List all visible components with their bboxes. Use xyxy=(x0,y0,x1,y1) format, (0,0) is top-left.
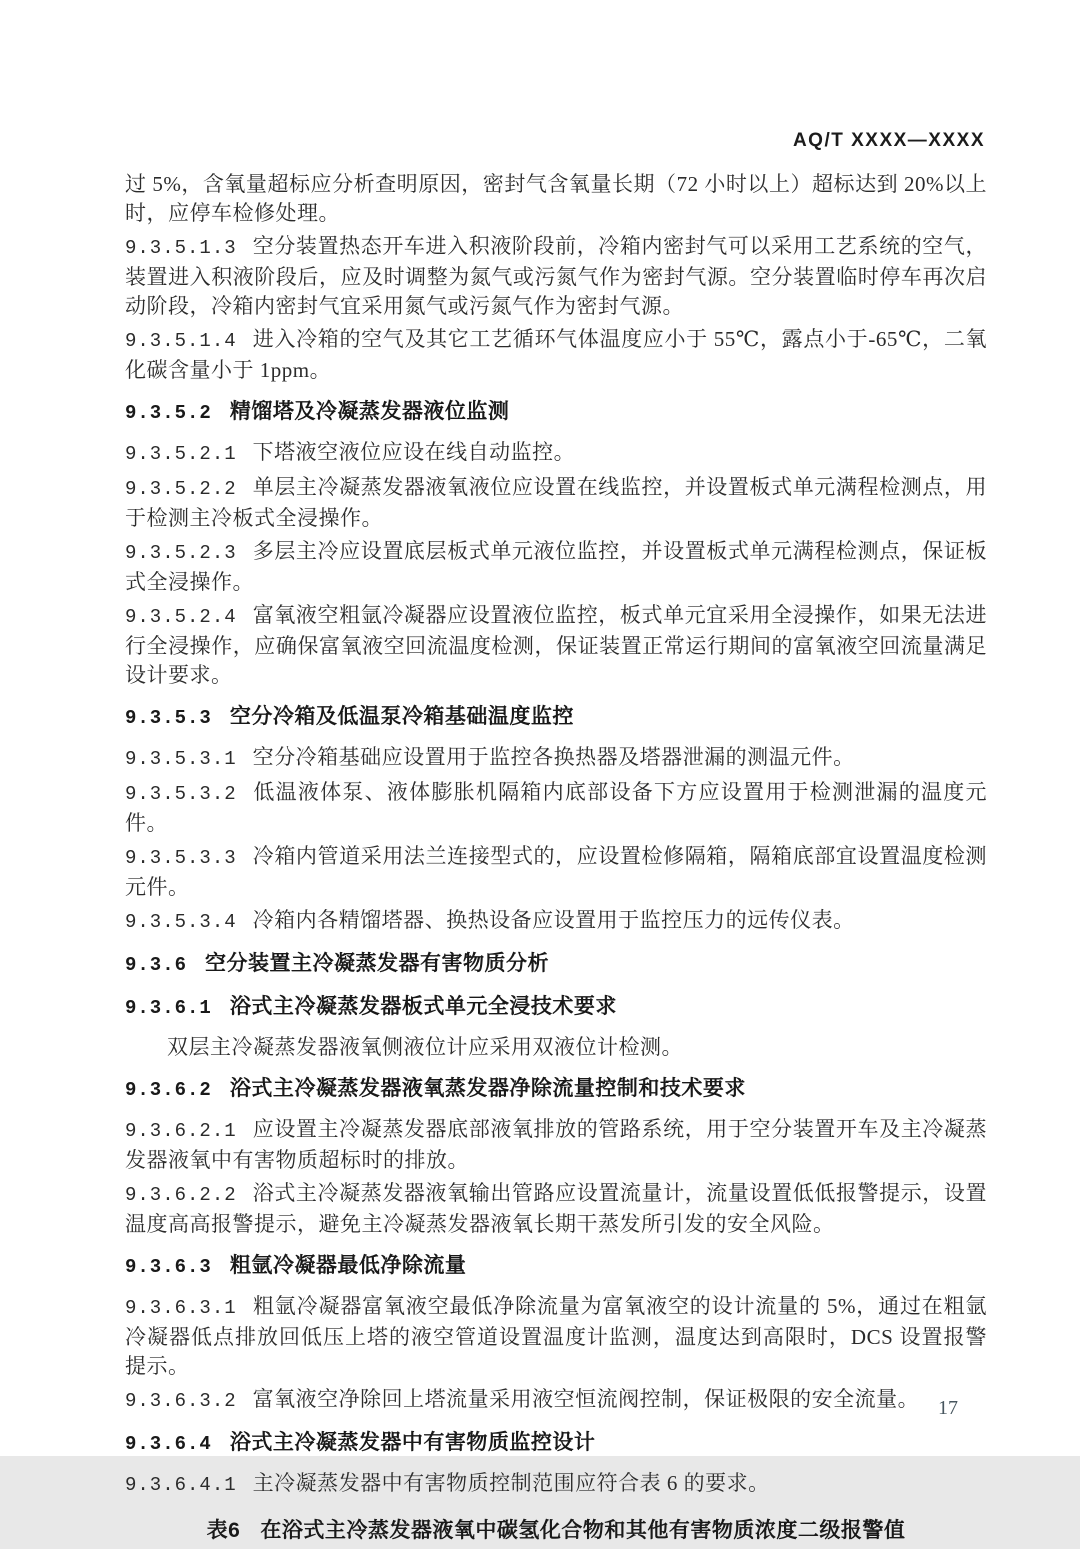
paragraph-text: 应设置主冷凝蒸发器底部液氧排放的管路系统，用于空分装置开车及主冷凝蒸发器液氧中有害物质超标时的排放。 xyxy=(125,1117,987,1172)
paragraph xyxy=(125,325,987,385)
paragraph xyxy=(125,1033,987,1062)
paragraph-text: 双层主冷凝蒸发器液氧侧液位计应采用双液位计检测。 xyxy=(167,1035,683,1059)
clause-number: 9.3.6.2 xyxy=(125,1079,212,1101)
paragraph-text: 低温液体泵、液体膨胀机隔箱内底部设备下方应设置用于检测泄漏的温度元件。 xyxy=(125,780,987,835)
paragraph-text: 冷箱内管道采用法兰连接型式的，应设置检修隔箱，隔箱底部宜设置温度检测元件。 xyxy=(125,844,987,899)
paragraph-text: 过 5%，含氧量超标应分析查明原因，密封气含氧量长期（72 小时以上）超标达到 20%以上时，应停车检修处理。 xyxy=(125,172,987,225)
section-title: 空分冷箱及低温泵冷箱基础温度监控 xyxy=(229,705,574,728)
paragraph xyxy=(125,537,987,597)
clause-number: 9.3.6.4 xyxy=(125,1433,212,1455)
clause-number: 9.3.5.2.4 xyxy=(125,606,237,628)
paragraph xyxy=(125,906,987,937)
paragraph xyxy=(125,743,987,774)
paragraph xyxy=(125,170,987,228)
paragraph xyxy=(125,1292,987,1381)
paragraph-text: 浴式主冷凝蒸发器液氧输出管路应设置流量计，流量设置低低报警提示，设置温度高高报警提示，避免主冷凝蒸发器液氧长期干蒸发所引发的安全风险。 xyxy=(125,1181,987,1236)
paragraph-text: 富氧液空净除回上塔流量采用液空恒流阀控制，保证极限的安全流量。 xyxy=(252,1387,920,1411)
section-heading xyxy=(125,992,987,1023)
paragraph xyxy=(125,1115,987,1175)
clause-number: 9.3.6.1 xyxy=(125,997,212,1019)
paragraph xyxy=(125,232,987,321)
section-title: 浴式主冷凝蒸发器中有害物质监控设计 xyxy=(229,1431,596,1454)
section-heading xyxy=(125,1074,987,1105)
clause-number: 9.3.5.3.3 xyxy=(125,847,237,869)
paragraph-text: 主冷凝蒸发器中有害物质控制范围应符合表 6 的要求。 xyxy=(252,1471,770,1495)
document-body xyxy=(125,170,987,1549)
section-title: 浴式主冷凝蒸发器液氧蒸发器净除流量控制和技术要求 xyxy=(229,1077,746,1100)
section-title: 精馏塔及冷凝蒸发器液位监测 xyxy=(229,400,510,423)
paragraph-text: 单层主冷凝蒸发器液氧液位应设置在线监控，并设置板式单元满程检测点，用于检测主冷板式全浸操作。 xyxy=(125,475,987,530)
clause-number: 9.3.5.3.1 xyxy=(125,748,237,770)
paragraph xyxy=(125,473,987,533)
paragraph-text: 在浴式主冷蒸发器液氧中碳氢化合物和其他有害物质浓度二级报警值 xyxy=(260,1519,906,1542)
paragraph xyxy=(125,1469,987,1500)
clause-number: 9.3.6.3.2 xyxy=(125,1390,237,1412)
paragraph xyxy=(125,1385,987,1416)
clause-number: 9.3.6.2.2 xyxy=(125,1184,237,1206)
paragraph xyxy=(125,438,987,469)
paragraph-text: 空分装置热态开车进入积液阶段前，冷箱内密封气可以采用工艺系统的空气，装置进入积液阶段后，应及时调整为氮气或污氮气作为密封气源。空分装置临时停车再次启动阶段，冷箱内密封气宜采用氮气或污氮气作为密封气源。 xyxy=(125,234,987,318)
clause-number: 9.3.6.3.1 xyxy=(125,1297,237,1319)
paragraph xyxy=(125,601,987,690)
clause-number: 9.3.6.4.1 xyxy=(125,1474,237,1496)
clause-number: 9.3.5.3 xyxy=(125,707,212,729)
clause-number: 9.3.5.2.2 xyxy=(125,478,237,500)
standard-code-header: AQ/T XXXX—XXXX xyxy=(792,130,985,151)
paragraph-text: 冷箱内各精馏塔器、换热设备应设置用于监控压力的远传仪表。 xyxy=(252,908,855,932)
clause-number: 9.3.5.2.1 xyxy=(125,443,237,465)
section-heading xyxy=(125,949,987,980)
paragraph-text: 粗氩冷凝器富氧液空最低净除流量为富氧液空的设计流量的 5%，通过在粗氩冷凝器低点排放回低压上塔的液空管道设置温度计监测，温度达到高限时，DCS 设置报警提示。 xyxy=(125,1294,987,1378)
clause-number: 9.3.5.2 xyxy=(125,402,212,424)
section-heading xyxy=(125,397,987,428)
clause-number: 9.3.6.3 xyxy=(125,1256,212,1278)
section-heading xyxy=(125,1428,987,1459)
clause-number: 9.3.6.2.1 xyxy=(125,1120,237,1142)
paragraph-text: 多层主冷应设置底层板式单元液位监控，并设置板式单元满程检测点，保证板式全浸操作。 xyxy=(125,539,987,594)
clause-number: 9.3.5.1.3 xyxy=(125,237,237,259)
clause-number: 9.3.5.3.4 xyxy=(125,911,237,933)
paragraph-text: 富氧液空粗氩冷凝器应设置液位监控，板式单元宜采用全浸操作，如果无法进行全浸操作，应确保富氧液空回流温度检测，保证装置正常运行期间的富氧液空回流量满足设计要求。 xyxy=(125,603,987,687)
clause-number: 9.3.5.1.4 xyxy=(125,330,237,352)
paragraph xyxy=(125,1179,987,1239)
section-title: 粗氩冷凝器最低净除流量 xyxy=(229,1254,467,1277)
paragraph-text: 空分冷箱基础应设置用于监控各换热器及塔器泄漏的测温元件。 xyxy=(252,745,855,769)
section-heading xyxy=(125,1251,987,1282)
table-caption-label: 表6 xyxy=(206,1519,241,1542)
paragraph xyxy=(125,778,987,838)
paragraph-text: 进入冷箱的空气及其它工艺循环气体温度应小于 55℃，露点小于-65℃，二氧化碳含量小于 1ppm。 xyxy=(125,327,987,382)
clause-number: 9.3.5.3.2 xyxy=(125,783,237,805)
paragraph-text: 下塔液空液位应设在线自动监控。 xyxy=(252,440,576,464)
section-title: 浴式主冷凝蒸发器板式单元全浸技术要求 xyxy=(229,995,617,1018)
clause-number: 9.3.5.2.3 xyxy=(125,542,237,564)
section-title: 空分装置主冷凝蒸发器有害物质分析 xyxy=(205,952,550,975)
page-number: 17 xyxy=(938,1397,958,1419)
clause-number: 9.3.6 xyxy=(125,954,188,976)
section-heading xyxy=(125,702,987,733)
paragraph xyxy=(125,842,987,902)
table-caption xyxy=(125,1516,987,1545)
